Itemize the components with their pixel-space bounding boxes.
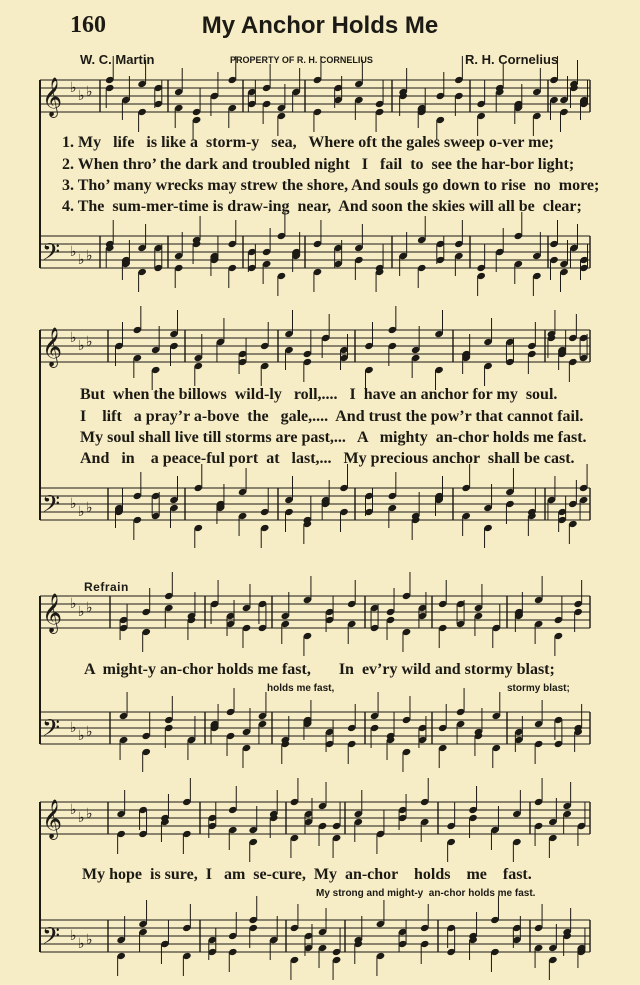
verse-2-line-a: 2. When thro’ the dark and troubled night I fail to see the har-bor light; [62, 156, 575, 173]
treble-clef-icon: 𝄞 [42, 77, 63, 117]
flat-icon: ♭ [78, 604, 85, 620]
flat-icon: ♭ [86, 600, 93, 616]
flat-icon: ♭ [86, 248, 93, 264]
flat-icon: ♭ [78, 252, 85, 268]
verse-3-line-a: 3. Tho’ many wrecks may strew the shore, And souls go down to rise no more; [62, 177, 600, 194]
verse-4-line-a: 4. The sum-mer-time is draw-ing near, And soon the skies will all be clear; [62, 198, 582, 215]
refrain-echo-1a: holds me fast, [267, 683, 335, 694]
verse-2-line-b: I lift a pray’r a-bove the gale,.... And trust the pow’r that cannot fail. [80, 408, 584, 425]
verse-4-line-b: And in a peace-ful port at last,... My precious anchor shall be cast. [80, 450, 575, 467]
refrain-label: Refrain [84, 580, 129, 594]
bass-clef-icon: 𝄢 [42, 922, 61, 955]
refrain-line-1: A might-y an-chor holds me fast, In ev’ry wild and stormy blast; [84, 661, 555, 678]
flat-icon: ♭ [86, 724, 93, 740]
flat-icon: ♭ [70, 720, 77, 736]
verse-1-line-b: But when the billows wild-ly roll,.... I have an anchor for my soul. [80, 386, 558, 403]
refrain-echo-2: My strong and might-y an-chor holds me fast. [316, 888, 536, 899]
flat-icon: ♭ [86, 334, 93, 350]
verse-1-line-a: 1. My life is like a storm-y sea, Where oft the gales sweep o-ver me; [62, 134, 554, 151]
verse-3-line-b: My soul shall live till storms are past,... A mighty an-chor holds me fast. [80, 429, 587, 446]
flat-icon: ♭ [70, 596, 77, 612]
flat-icon: ♭ [86, 84, 93, 100]
flat-icon: ♭ [78, 504, 85, 520]
flat-icon: ♭ [70, 928, 77, 944]
flat-icon: ♭ [70, 244, 77, 260]
flat-icon: ♭ [70, 496, 77, 512]
hymn-title: My Anchor Holds Me [201, 12, 439, 39]
refrain-line-2: My hope is sure, I am se-cure, My an-chor holds me fast. [82, 866, 532, 883]
refrain-echo-1b: stormy blast; [507, 683, 570, 694]
flat-icon: ♭ [70, 80, 77, 96]
bass-clef-icon: 𝄢 [42, 714, 61, 747]
words-credit: W. C. Martin [80, 52, 155, 67]
treble-clef-icon: 𝄞 [42, 593, 63, 633]
flat-icon: ♭ [86, 932, 93, 948]
flat-icon: ♭ [78, 88, 85, 104]
flat-icon: ♭ [70, 330, 77, 346]
page-number: 160 [70, 12, 106, 38]
bass-clef-icon: 𝄢 [42, 490, 61, 523]
treble-clef-icon: 𝄞 [42, 799, 63, 839]
property-notice: PROPERTY OF R. H. CORNELIUS [230, 55, 373, 65]
treble-clef-icon: 𝄞 [42, 327, 63, 367]
flat-icon: ♭ [78, 810, 85, 826]
flat-icon: ♭ [78, 338, 85, 354]
flat-icon: ♭ [70, 802, 77, 818]
bass-clef-icon: 𝄢 [42, 238, 61, 271]
music-credit: R. H. Cornelius [465, 52, 559, 67]
flat-icon: ♭ [78, 728, 85, 744]
flat-icon: ♭ [78, 936, 85, 952]
flat-icon: ♭ [86, 500, 93, 516]
flat-icon: ♭ [86, 806, 93, 822]
